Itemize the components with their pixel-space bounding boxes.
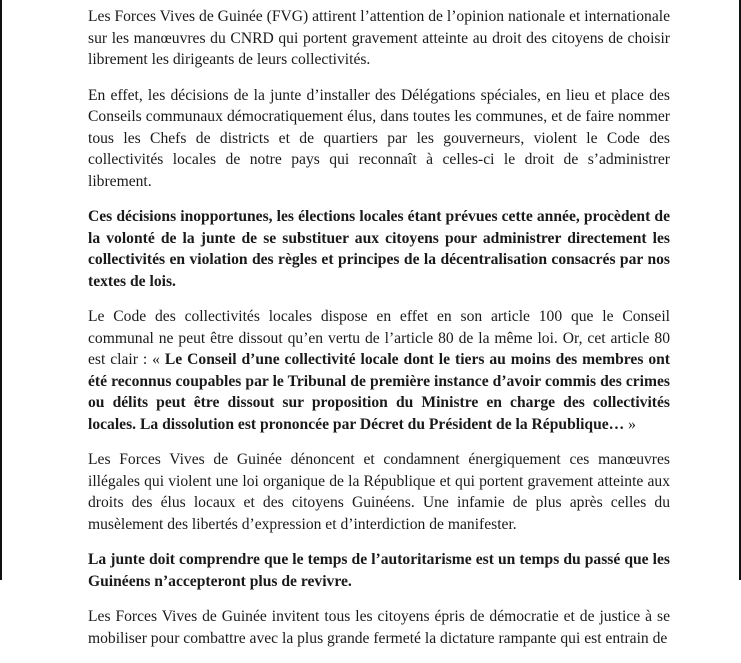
article-80-quote: Le Conseil d’une collectivité locale dont le tiers au moins des membres ont été reconnus coupables par le Tribunal de première instance d’avoir commis des crimes ou délits peut être dissout sur proposition du Ministre en charge des collectivités locales. La dissolution est prononcée par Décret du Président de la République… xyxy=(88,351,670,433)
paragraph-invite: Les Forces Vives de Guinée invitent tous les citoyens épris de démocratie et de justice à se mobiliser pour combattre avec la plus grande fermeté la dictature rampante qui est entrain de xyxy=(88,608,670,647)
paragraph-intro: Les Forces Vives de Guinée (FVG) attirent l’attention de l’opinion nationale et internationale sur les manœuvres du CNRD qui portent gravement atteinte au droit des citoyens de choisir librement les dirigeants de leurs collectivités. xyxy=(88,8,670,68)
article-intro-text: Le Code des collectivités locales dispose en effet en son article 100 que le Conseil communal ne peut être dissout qu’en vertu de l’article 80 de la même loi. Or, cet article 80 est clair : « xyxy=(88,308,670,368)
quote-close: » xyxy=(624,415,636,433)
paragraph-denounce: Les Forces Vives de Guinée dénoncent et condamnent énergiquement ces manœuvres illégales qui violent une loi organique de la République et qui portent gravement atteinte aux droits des élus locaux et des citoyens Guinéens. Une infamie de plus après celles du musèlement des libertés d’expression et d’interdiction de manifester. xyxy=(88,451,670,533)
paragraph-bold-inopportune: Ces décisions inopportunes, les élections locales étant prévues cette année, procèdent de la volonté de la junte de se substituer aux citoyens pour administrer directement les collectivités en violation des règles et principes de la décentralisation consacrés par nos textes de lois. xyxy=(88,208,670,290)
document-body xyxy=(88,6,670,663)
paragraph-code-article xyxy=(88,306,670,435)
paragraph-bold-junte: La junte doit comprendre que le temps de l’autoritarisme est un temps du passé que les Guinéens n’accepteront plus de revivre. xyxy=(88,551,670,590)
paragraph-decisions: En effet, les décisions de la junte d’installer des Délégations spéciales, en lieu et place des Conseils communaux démocratiquement élus, dans toutes les communes, et de faire nommer tous les Chefs de districts et de quartiers par les gouverneurs, violent le Code des collectivités locales de notre pays qui reconnaît à celles-ci le droit de s’administrer librement. xyxy=(88,86,670,190)
